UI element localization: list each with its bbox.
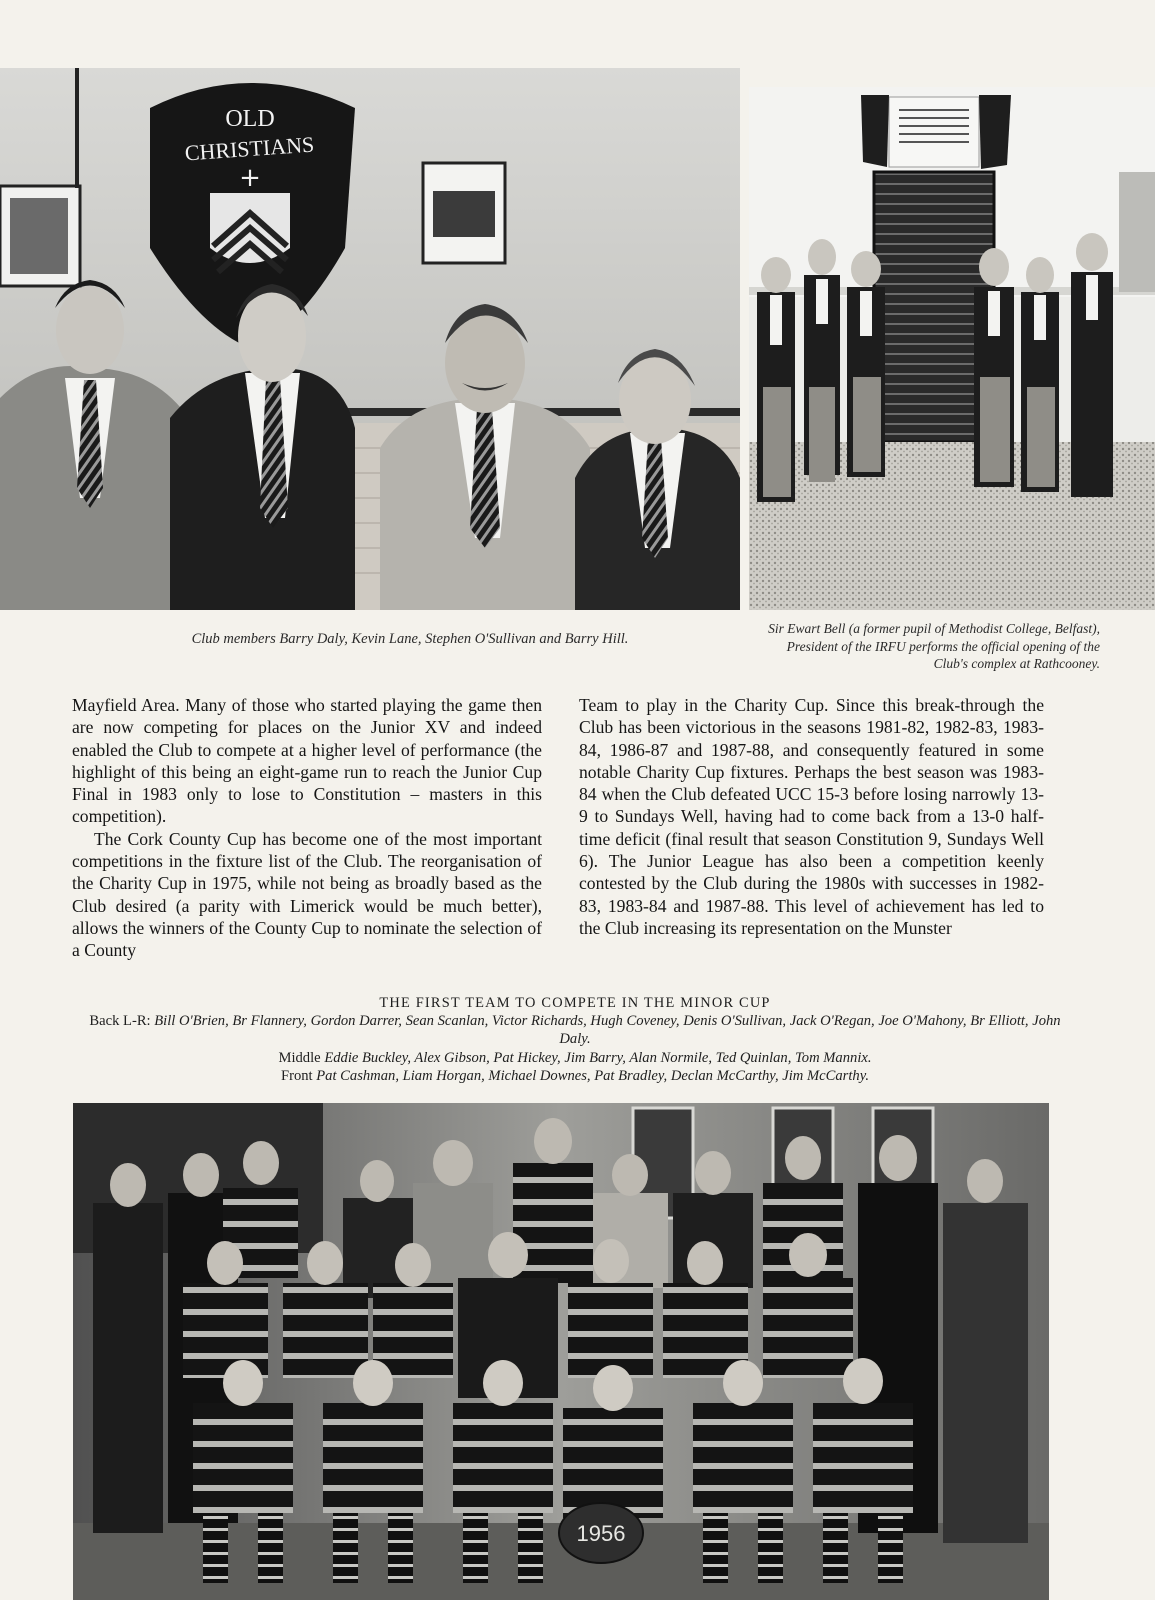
back-row-label: Back L-R: bbox=[89, 1013, 151, 1030]
front-row-names: Pat Cashman, Liam Horgan, Michael Downes, Pat Bradley, Declan McCarthy, Jim McCarthy. bbox=[316, 1067, 870, 1084]
front-row-line bbox=[80, 1067, 1070, 1085]
shield-text-old: OLD bbox=[225, 106, 275, 132]
middle-row-names: Eddie Buckley, Alex Gibson, Pat Hickey, Jim Barry, Alan Normile, Ted Quinlan, Tom Mannix. bbox=[324, 1049, 872, 1066]
article-paragraph: The Cork County Cup has become one of the most important competitions in the fixture list of the Club. The reorganisation of the Charity Cup in 1975, while not being as broadly based as the Club desired (a parity with Limerick would be much better), allows the winners of the County Cup to nominate the selection of a County bbox=[72, 828, 542, 961]
middle-row-label: Middle bbox=[278, 1049, 321, 1066]
minor-cup-team-photo bbox=[73, 1103, 1049, 1600]
ball-year-text: 1956 bbox=[576, 1521, 626, 1546]
back-row-names: Bill O'Brien, Br Flannery, Gordon Darrer, Sean Scanlan, Victor Richards, Hugh Coveney, Denis O'Sullivan, Jack O'Regan, Joe O'Mahony, Br Elliott, John Daly. bbox=[154, 1013, 1061, 1048]
article-paragraph: Mayfield Area. Many of those who started playing the game then are now competing for places on the Junior XV and indeed enabled the Club to compete at a higher level of performance (the highlight of this being an eight-game run to reach the Junior Cup Final in 1983 only to lose to Constitution – masters in this competition). bbox=[72, 695, 542, 827]
back-row-line bbox=[80, 1012, 1070, 1048]
complex-opening-caption: Sir Ewart Bell (a former pupil of Methodist College, Belfast), President of the IRFU performs the official opening of the Club's complex at Rathcooney. bbox=[768, 621, 1100, 671]
svg-text:+: + bbox=[239, 163, 261, 193]
shield-text-christians: CHRISTIANS bbox=[183, 131, 315, 166]
complex-opening-photo bbox=[749, 87, 1155, 610]
article-left-column bbox=[72, 694, 542, 962]
article-right-column bbox=[579, 694, 1044, 939]
team-photo-title: THE FIRST TEAM TO COMPETE IN THE MINOR CUP bbox=[379, 995, 771, 1011]
article-paragraph: Team to play in the Charity Cup. Since this break-through the Club has been victorious in the seasons 1981-82, 1982-83, 1983-84, 1986-87 and 1987-88, and consequently featured in some notable Charity Cup fixtures. Perhaps the best season was 1983-84 when the Club defeated UCC 15-3 before losing narrowly 13-9 to Sundays Well, having had to come back from a 13-0 half-time deficit (final result that season Constitution 9, Sundays Well 6). The Junior League has also been a competition keenly contested by the Club during the 1980s with successes in 1982-83, 1983-84 and 1987-88. This level of achievement has led to the Club increasing its representation on the Munster bbox=[579, 695, 1044, 938]
team-photo-caption bbox=[80, 994, 1070, 1085]
front-row-label: Front bbox=[280, 1067, 313, 1084]
middle-row-line bbox=[80, 1049, 1070, 1067]
club-members-photo bbox=[0, 68, 740, 610]
club-members-caption: Club members Barry Daly, Kevin Lane, Stephen O'Sullivan and Barry Hill. bbox=[191, 631, 629, 647]
